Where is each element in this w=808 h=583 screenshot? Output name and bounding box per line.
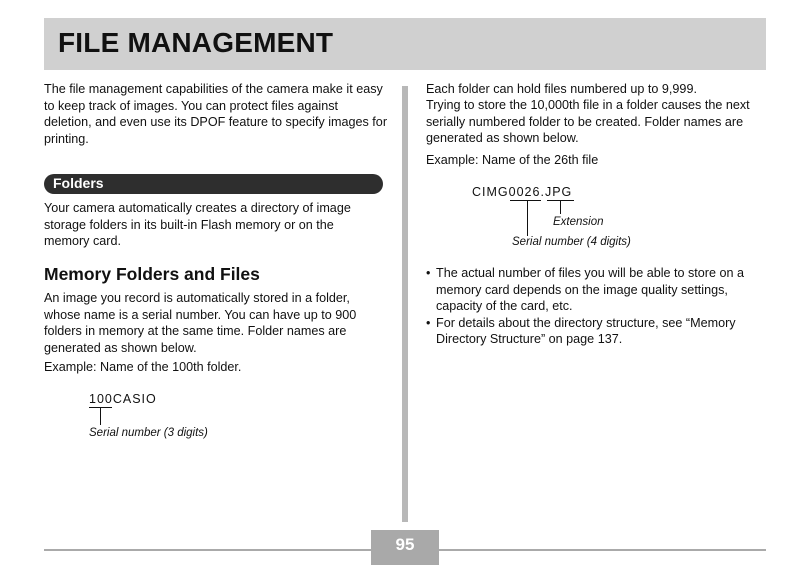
file-serial-underline (510, 200, 541, 201)
folder-capacity-line: Each folder can hold files numbered up to 9,999. (426, 82, 697, 96)
file-name-serial: 0026 (508, 185, 541, 199)
page-number: 95 (395, 535, 415, 554)
list-item (426, 265, 766, 315)
file-extension-leader (560, 200, 561, 214)
notes-list (426, 265, 766, 348)
page-title: FILE MANAGEMENT (58, 27, 334, 58)
folders-paragraph: Your camera automatically creates a directory of image storage folders in its built-in Flash memory or on the memory card. (44, 201, 351, 248)
folder-name-example (89, 392, 157, 406)
bullet-icon: • (426, 315, 431, 330)
file-name-prefix: CIMG (472, 185, 509, 199)
page-header (44, 18, 766, 70)
file-example-caption: Example: Name of the 26th file (426, 153, 599, 167)
folder-example-caption: Example: Name of the 100th folder. (44, 360, 242, 374)
column-divider (402, 86, 408, 522)
intro-paragraph: The file management capabilities of the camera make it easy to keep track of images. You can protect files against deletion, and even use its DPOF feature to specify images for printing. (44, 82, 388, 146)
bullet-text: For details about the directory structure, see “Memory Directory Structure” on page 137. (436, 315, 736, 346)
file-serial-leader (527, 200, 528, 236)
list-item (426, 315, 766, 348)
file-serial-note: Serial number (4 digits) (512, 236, 631, 248)
file-name-example (472, 185, 572, 199)
folder-capacity-paragraph: Trying to store the 10,000th file in a folder causes the next serially numbered folder to be created. Folder names are generated as shown below. (426, 98, 750, 145)
page-number-box (371, 530, 439, 565)
file-name-dot: . (540, 185, 545, 199)
file-extension-note: Extension (553, 216, 604, 228)
memory-folders-paragraph: An image you record is automatically stored in a folder, whose name is a serial number. You can have up to 900 folders in memory at the same time. Folder names are generated as shown below. (44, 291, 357, 355)
file-name-extension: JPG (544, 185, 573, 199)
folder-name-serial: 100 (89, 392, 113, 406)
bullet-icon: • (426, 266, 431, 280)
folder-serial-leader (100, 407, 101, 425)
folder-name-suffix: CASIO (112, 392, 157, 406)
bullet-text: The actual number of files you will be able to store on a memory card depends on the image quality settings, capacity of the card, etc. (436, 266, 745, 313)
memory-folders-heading: Memory Folders and Files (44, 264, 260, 284)
folders-section-bar (44, 174, 383, 194)
folder-serial-note: Serial number (3 digits) (89, 427, 208, 439)
folders-heading: Folders (53, 175, 104, 191)
